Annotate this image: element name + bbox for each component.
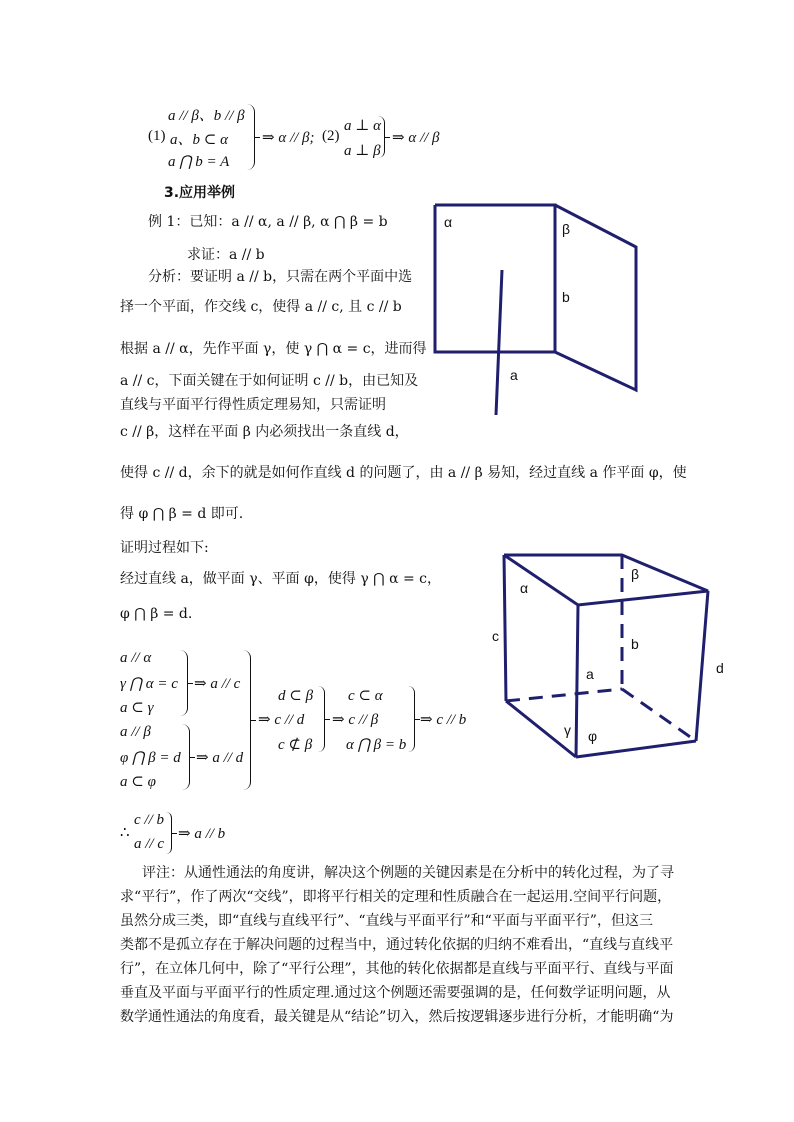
mid-result: ⇒ c // d (258, 712, 305, 728)
label-alpha: α (520, 580, 529, 596)
box-front-top (504, 555, 708, 605)
formula-2-line-1: a ⊥ α (344, 118, 381, 134)
label-d: d (716, 660, 724, 676)
edge-c (504, 555, 506, 701)
comment-line-5: 行”，在立体几何中，除了“平行公理”，其他的转化依据都是直线与平面平行、直线与平面 (120, 961, 674, 977)
proof-line-1: 经过直线 a，做平面 γ、平面 φ，使得 γ ⋂ α = c， (120, 571, 441, 587)
brace (166, 812, 172, 854)
label-alpha: α (444, 214, 453, 230)
label-gamma: γ (564, 722, 571, 738)
plane-alpha-edge (435, 205, 555, 352)
comment-line-6: 垂直及平面与平面平行的性质定理.通过这个例题还需要强调的是，任何数学证明问题，从 (120, 985, 671, 1001)
g2-a: a // β (120, 724, 151, 740)
k-result: ⇒ c // b (420, 712, 467, 728)
analysis-line-5: 直线与平面平行得性质定理易知，只需证明 (120, 397, 386, 413)
k-1: c ⊂ α (348, 688, 383, 704)
label-a: a (510, 367, 518, 383)
analysis-line-2: 择一个平面，作交线 c，使得 a // c, 且 c // b (120, 299, 402, 315)
brace (182, 724, 190, 790)
comment-line-1: 评注：从通性通法的角度讲，解决这个例题的关键因素是在分析中的转化过程，为了寻 (142, 865, 674, 881)
analysis-line-1: 分析：要证明 a // b，只需在两个平面中选 (148, 269, 413, 285)
g2-result: ⇒ a // d (196, 750, 244, 766)
label-b: b (562, 289, 570, 305)
proof-heading: 证明过程如下: (120, 540, 209, 556)
h-1: d ⊂ β (278, 688, 314, 704)
section-heading: 3.应用举例 (164, 185, 236, 201)
formula-2-label: (2) (322, 128, 340, 144)
analysis-line-4: a // c，下面关键在于如何证明 c // b，由已知及 (120, 373, 419, 389)
proof-line-2: φ ⋂ β = d. (120, 606, 193, 622)
formula-1-result: ⇒ α // β; (262, 130, 315, 146)
label-c: c (492, 628, 499, 644)
analysis-line-7: 使得 c // d，余下的就是如何作直线 d 的问题了，由 a // β 易知，经过直线 a 作平面 φ，使 (120, 465, 687, 481)
brace (246, 104, 255, 170)
formula-2-line-2: a ⊥ β (344, 143, 381, 159)
comment-line-2: 求“平行”，作了两次“交线”，即将平行相关的定理和性质融合在一起运用.空间平行问题， (120, 889, 672, 905)
analysis-line-6: c // β，这样在平面 β 内必须找出一条直线 d， (120, 424, 409, 440)
brace (240, 650, 251, 790)
example-given: 例 1：已知：a // α, a // β, α ⋂ β = b (148, 214, 388, 230)
edge-d (696, 591, 708, 741)
k-2: α ⋂ β = b (346, 737, 407, 753)
figure-1-two-planes (420, 195, 650, 423)
brace (180, 650, 188, 716)
label-beta: β (631, 566, 640, 582)
formula-1-line-1: a // β、b // β (168, 108, 245, 124)
label-phi: φ (588, 728, 598, 744)
h-result: ⇒ c // β (332, 712, 379, 728)
formula-1-label: (1) (148, 128, 166, 144)
comment-line-7: 数学通性通法的角度看，最关键是从“结论”切入，然后按逻辑逐步进行分析，才能明确“为 (120, 1009, 674, 1025)
example-prove: 求证：a // b (187, 247, 265, 263)
g1-c: a ⊂ γ (120, 700, 154, 716)
edge-bottom-back-dashed (506, 689, 622, 701)
t-1: c // b (134, 812, 164, 828)
line-a (496, 270, 502, 415)
g1-result: ⇒ a // c (194, 676, 241, 692)
figure-2-box-diagram (488, 545, 734, 763)
g1-a: a // α (120, 650, 152, 666)
h-2: c ⊄ β (278, 737, 313, 753)
analysis-line-8: 得 φ ⋂ β = d 即可. (120, 506, 244, 522)
label-beta: β (562, 221, 571, 237)
therefore-symbol: ∴ (120, 825, 130, 841)
formula-1-line-3: a ⋂ b = A (168, 154, 230, 170)
brace (378, 116, 385, 158)
comment-line-3: 虽然分成三类，即“直线与直线平行”、“直线与平面平行”和“平面与平面平行”，但这三 (120, 913, 653, 929)
label-b: b (631, 636, 639, 652)
t-result: ⇒ a // b (178, 826, 226, 842)
brace (318, 686, 325, 752)
g2-b: φ ⋂ β = d (120, 750, 181, 766)
t-2: a // c (134, 836, 164, 852)
analysis-line-3: 根据 a // α，先作平面 γ，使 γ ⋂ α = c，进而得 (120, 341, 427, 357)
formula-2-result: ⇒ α // β (392, 130, 440, 146)
comment-line-4: 类都不是孤立存在于解决问题的过程当中，通过转化依据的归纳不难看出，“直线与直线平 (120, 937, 674, 953)
g1-b: γ ⋂ α = c (120, 676, 178, 692)
formula-1-line-2: a、b ⊂ α (170, 132, 228, 148)
edge-a (576, 605, 578, 757)
label-a: a (586, 666, 594, 682)
g2-c: a ⊂ φ (120, 774, 156, 790)
edge-bottom-side-dashed (622, 689, 696, 741)
brace (408, 686, 415, 752)
